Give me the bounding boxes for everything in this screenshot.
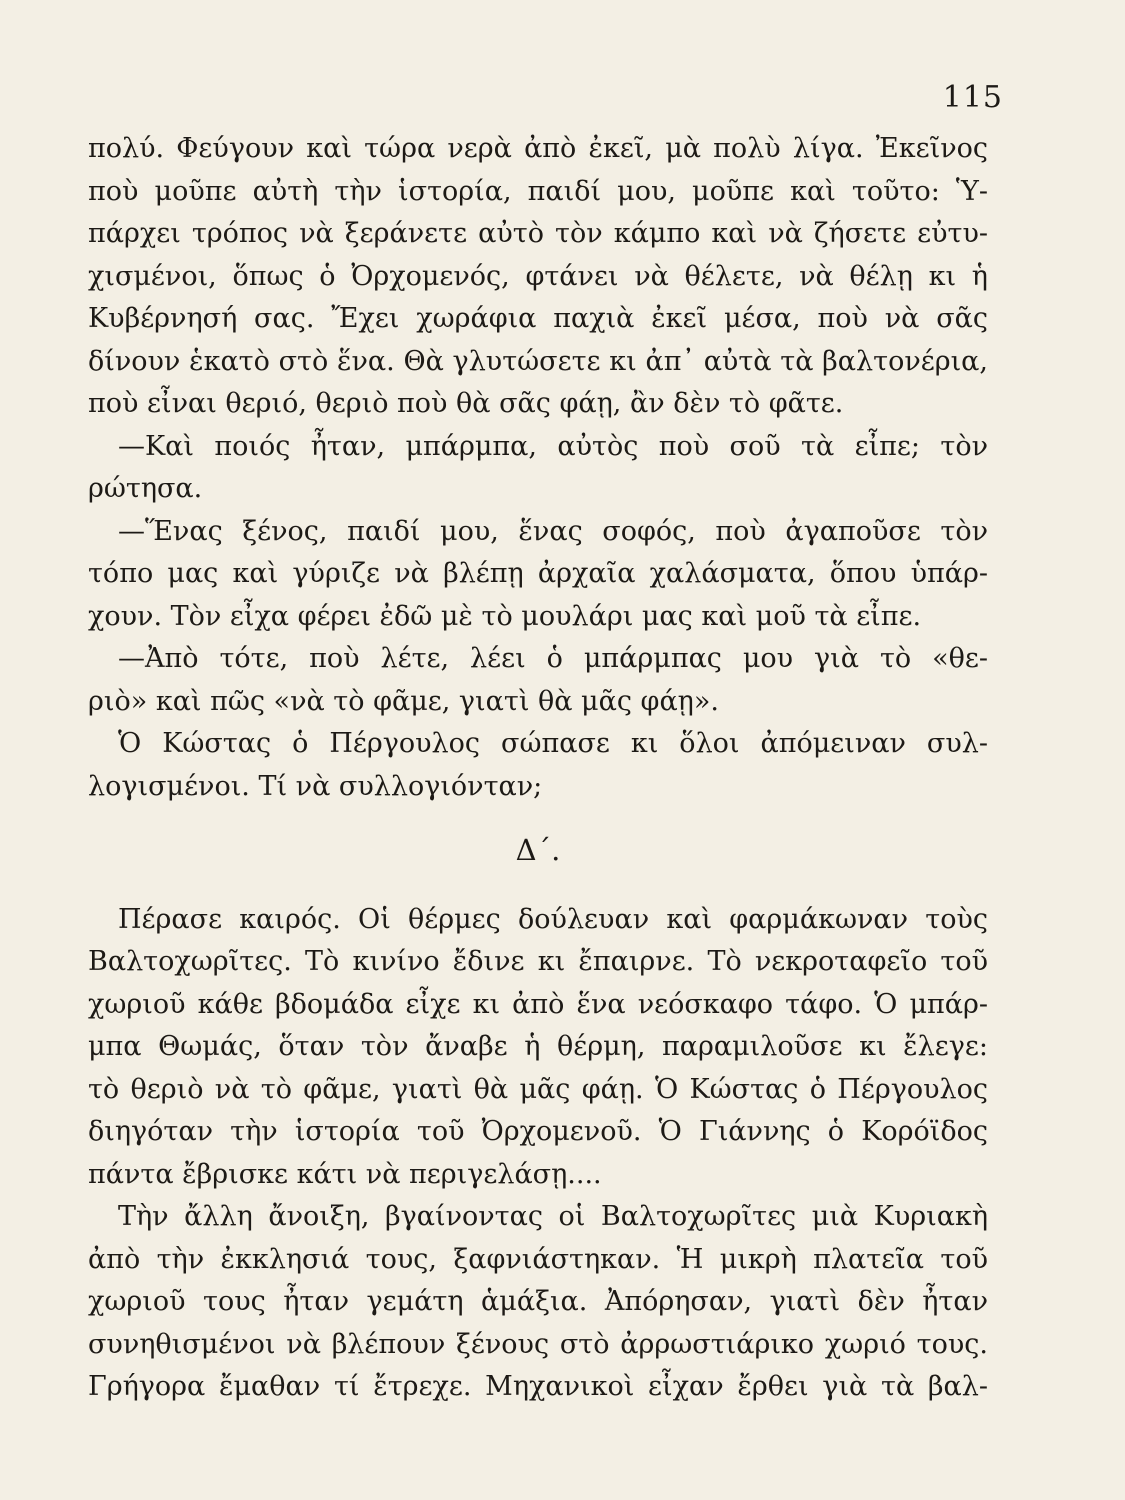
section-heading: Δ΄. bbox=[515, 833, 561, 867]
text-line: χισμένοι, ὅπως ὁ Ὀρχομενός, φτάνει νὰ θέλετε, νὰ θέλῃ κι ἡ bbox=[88, 260, 988, 292]
text-line: Γρήγορα ἔμαθαν τί ἔτρεχε. Μηχανικοὶ εἶχαν ἔρθει γιὰ τὰ βαλ- bbox=[88, 1371, 988, 1402]
text-line: πάντα ἔβρισκε κάτι νὰ περιγελάσῃ.... bbox=[88, 1158, 602, 1190]
text-line: ρώτησα. bbox=[88, 473, 203, 504]
text-line: Κυβέρνησή σας. Ἔχει χωράφια παχιὰ ἐκεῖ μέσα, ποὺ νὰ σᾶς bbox=[88, 303, 988, 334]
text-line: —Ἕνας ξένος, παιδί μου, ἕνας σοφός, ποὺ ἀγαποῦσε τὸν bbox=[118, 515, 988, 547]
text-line: λογισμένοι. Τί νὰ συλλογιόνταν; bbox=[88, 770, 543, 802]
body-text bbox=[88, 128, 988, 1409]
text-line: ἀπὸ τὴν ἐκκλησιά τους, ξαφνιάστηκαν. Ἡ μικρὴ πλατεῖα τοῦ bbox=[88, 1243, 988, 1275]
text-before-section bbox=[88, 128, 988, 808]
text-line: Βαλτοχωρῖτες. Τὸ κινίνο ἔδινε κι ἔπαιρνε. Τὸ νεκροταφεῖο τοῦ bbox=[88, 946, 988, 977]
text-line: ποὺ εἶναι θεριό, θεριὸ ποὺ θὰ σᾶς φάῃ, ἂν δὲν τὸ φᾶτε. bbox=[88, 388, 844, 419]
text-line: διηγόταν τὴν ἱστορία τοῦ Ὀρχομενοῦ. Ὁ Γιάννης ὁ Κορόϊδος bbox=[88, 1116, 988, 1147]
text-line: πάρχει τρόπος νὰ ξεράνετε αὐτὸ τὸν κάμπο καὶ νὰ ζήσετε εὐτυ- bbox=[88, 218, 988, 249]
text-line: Ὁ Κώστας ὁ Πέργουλος σώπασε κι ὅλοι ἀπόμειναν συλ- bbox=[118, 728, 988, 759]
text-line: ποὺ μοῦπε αὐτὴ τὴν ἱστορία, παιδί μου, μοῦπε καὶ τοῦτο: Ὑ- bbox=[88, 175, 988, 207]
text-line: τόπο μας καὶ γύριζε νὰ βλέπῃ ἀρχαῖα χαλάσματα, ὅπου ὑπάρ- bbox=[88, 558, 988, 589]
page-number: 115 bbox=[942, 80, 1003, 115]
text-line: μπα Θωμάς, ὅταν τὸν ἄναβε ἡ θέρμη, παραμιλοῦσε κι ἔλεγε: bbox=[88, 1031, 988, 1062]
text-line: χωριοῦ κάθε βδομάδα εἶχε κι ἀπὸ ἕνα νεόσκαφο τάφο. Ὁ μπάρ- bbox=[88, 988, 988, 1020]
text-line: τὸ θεριὸ νὰ τὸ φᾶμε, γιατὶ θὰ μᾶς φάῃ. Ὁ Κώστας ὁ Πέργουλος bbox=[88, 1073, 988, 1105]
text-after-section bbox=[88, 899, 988, 1409]
text-line: ριὸ» καὶ πῶς «νὰ τὸ φᾶμε, γιατὶ θὰ μᾶς φάῃ». bbox=[88, 685, 719, 717]
text-line: Πέρασε καιρός. Οἱ θέρμες δούλευαν καὶ φαρμάκωναν τοὺς bbox=[118, 903, 988, 935]
text-line: χουν. Τὸν εἶχα φέρει ἐδῶ μὲ τὸ μουλάρι μας καὶ μοῦ τὰ εἶπε. bbox=[88, 600, 922, 632]
text-line: Τὴν ἄλλη ἄνοιξη, βγαίνοντας οἱ Βαλτοχωρῖτες μιὰ Κυριακὴ bbox=[118, 1201, 988, 1232]
text-line: χωριοῦ τους ἦταν γεμάτη ἁμάξια. Ἀπόρησαν, γιατὶ δὲν ἦταν bbox=[88, 1286, 988, 1317]
text-line: συνηθισμένοι νὰ βλέπουν ξένους στὸ ἀρρωστιάρικο χωριό τους. bbox=[88, 1328, 988, 1360]
text-line: πολύ. Φεύγουν καὶ τώρα νερὰ ἀπὸ ἐκεῖ, μὰ πολὺ λίγα. Ἐκεῖνος bbox=[88, 133, 988, 164]
text-line: —Ἀπὸ τότε, ποὺ λέτε, λέει ὁ μπάρμπας μου γιὰ τὸ «θε- bbox=[118, 643, 988, 674]
text-line: δίνουν ἑκατὸ στὸ ἕνα. Θὰ γλυτώσετε κι ἀπ᾽ αὐτὰ τὰ βαλτονέρια, bbox=[88, 345, 988, 377]
text-line: —Καὶ ποιός ἦταν, μπάρμπα, αὐτὸς ποὺ σοῦ τὰ εἶπε; τὸν bbox=[118, 430, 988, 462]
